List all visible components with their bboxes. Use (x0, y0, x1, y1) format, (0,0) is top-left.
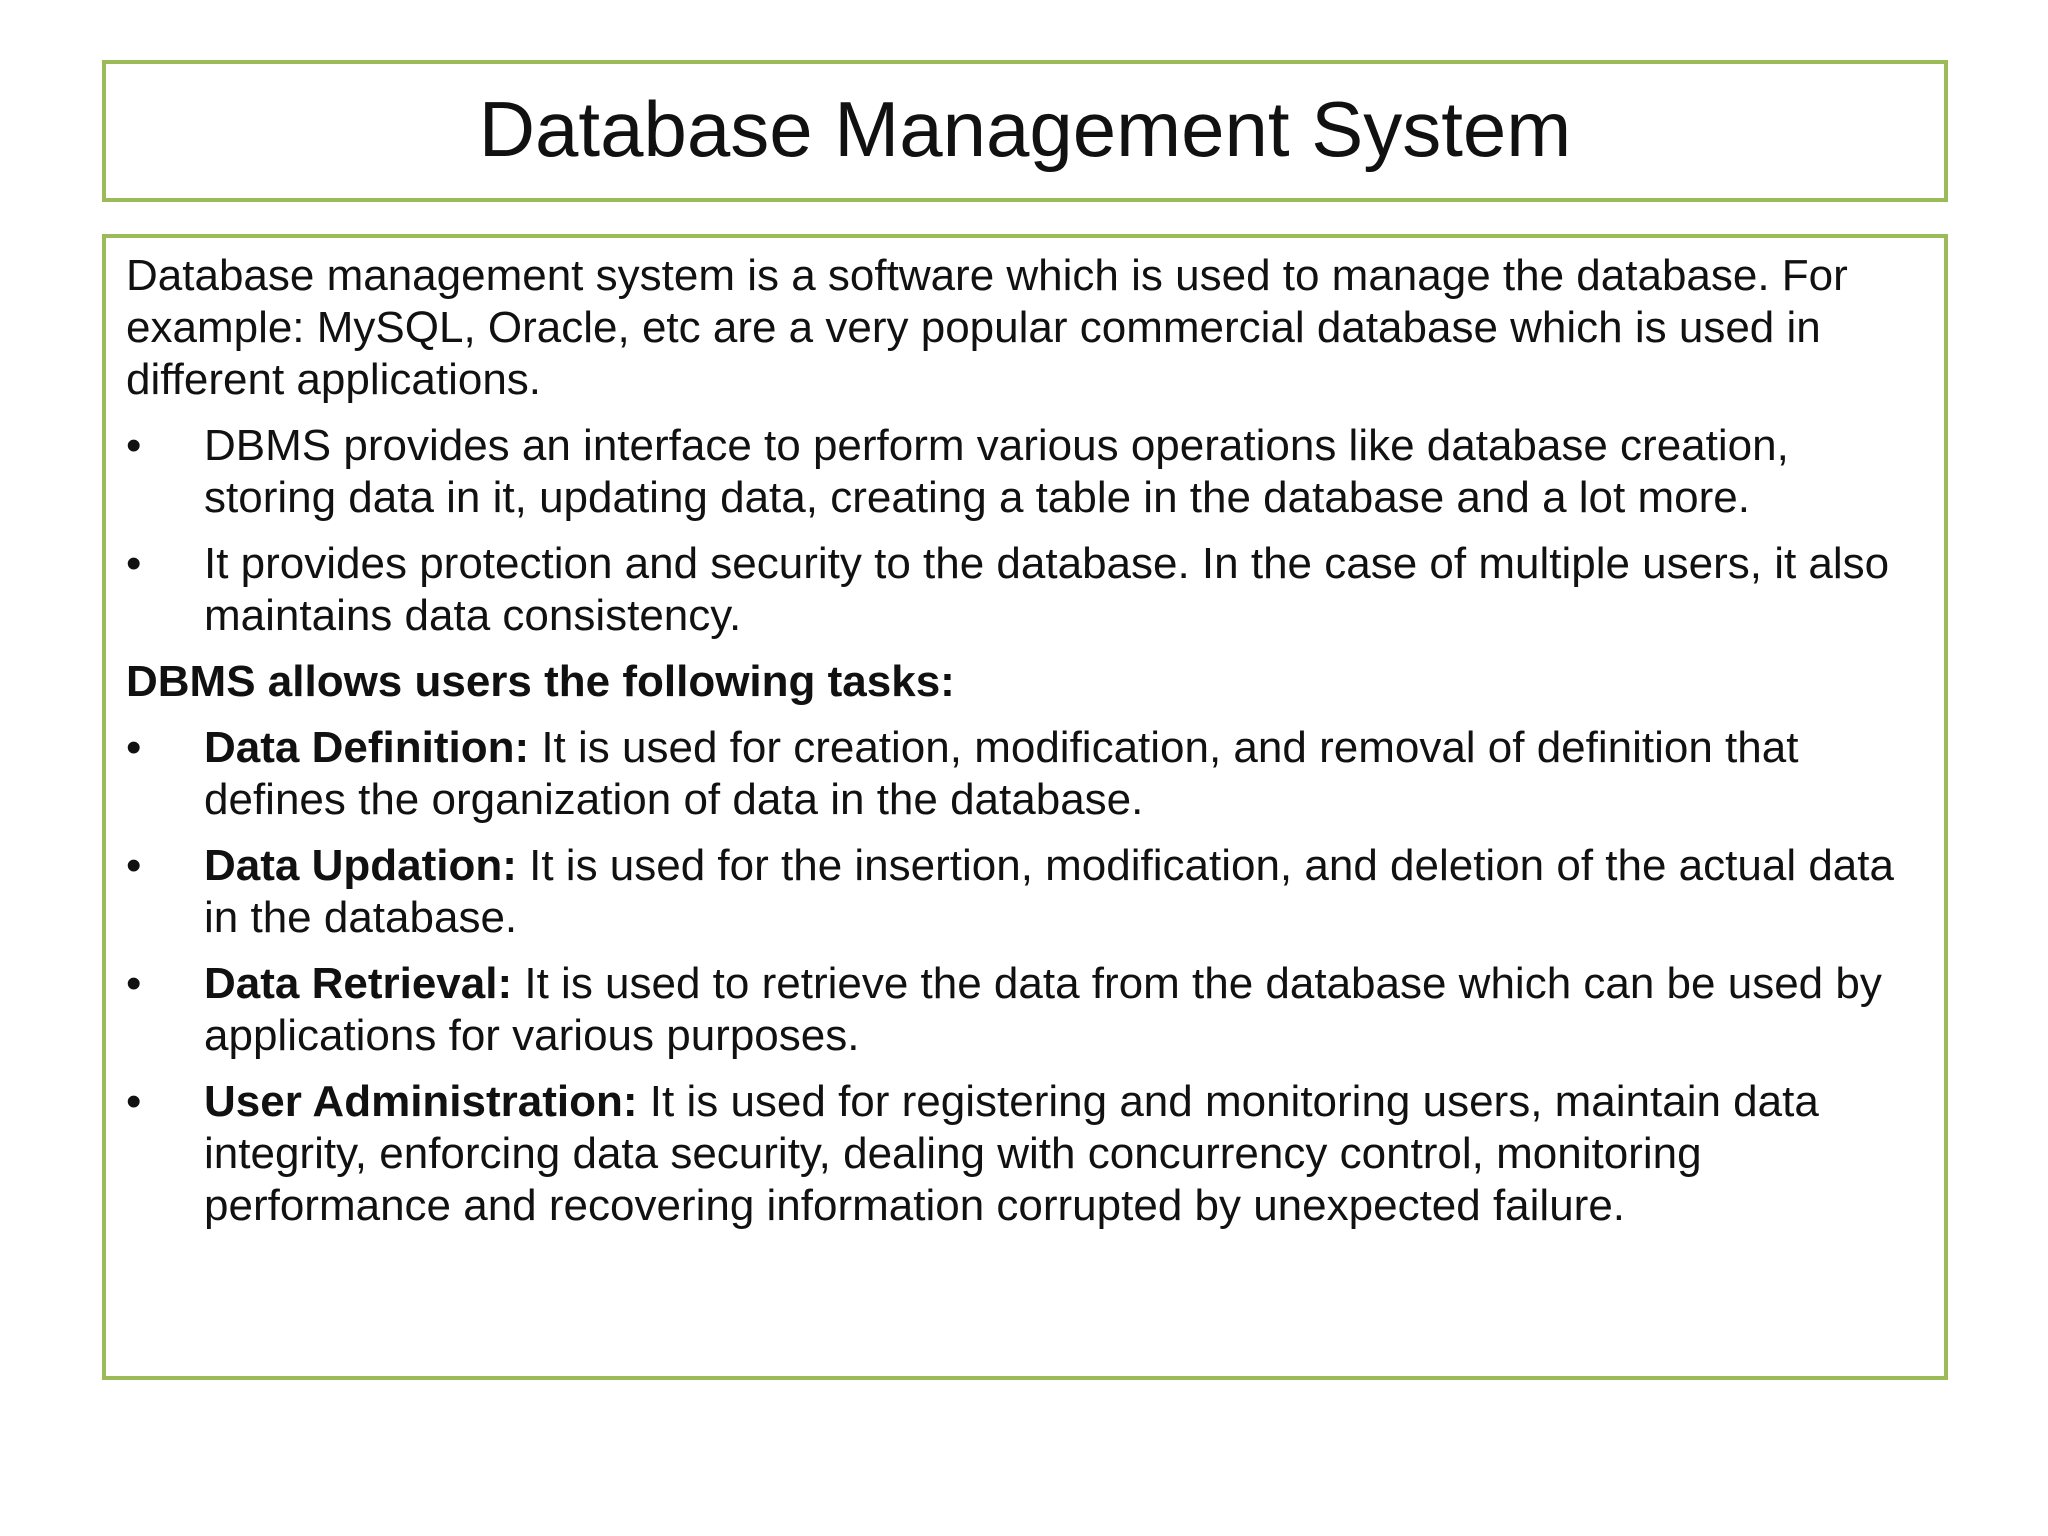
content-frame (102, 234, 1948, 1380)
bullet-text: DBMS provides an interface to perform various operations like database creation, storing data in it, updating data, creating a table in the database and a lot more. (204, 421, 1789, 522)
task-description: It is used for the insertion, modification, and deletion of the actual data in the database. (204, 841, 1894, 942)
task-term: Data Updation: (204, 841, 517, 890)
bullet-marker: • (126, 539, 142, 588)
task-term: Data Retrieval: (204, 959, 513, 1008)
bullet-marker: • (126, 1077, 142, 1126)
slide-title: Database Management System (478, 85, 1572, 173)
bullet-item (126, 538, 1924, 642)
task-term: User Administration: (204, 1077, 638, 1126)
task-description: It is used to retrieve the data from the database which can be used by applications for various purposes. (204, 959, 1882, 1060)
bullet-marker: • (126, 959, 142, 1008)
task-item (126, 840, 1924, 944)
tasks-heading: DBMS allows users the following tasks: (126, 657, 955, 706)
task-description: It is used for creation, modification, and removal of definition that defines the organization of data in the database. (204, 723, 1799, 824)
task-item (126, 958, 1924, 1062)
bullet-marker: • (126, 841, 142, 890)
bullet-item (126, 420, 1924, 524)
task-term: Data Definition: (204, 723, 530, 772)
title-frame (102, 60, 1948, 202)
bullet-marker: • (126, 723, 142, 772)
task-description: It is used for registering and monitoring users, maintain data integrity, enforcing data security, dealing with concurrency control, monitoring performance and recovering information corrupted by unexpected failure. (204, 1077, 1819, 1230)
bullet-text: It provides protection and security to the database. In the case of multiple users, it also maintains data consistency. (204, 539, 1890, 640)
task-item (126, 722, 1924, 826)
intro-paragraph: Database management system is a software which is used to manage the database. For example: MySQL, Oracle, etc are a very popular commercial database which is used in different applications. (126, 251, 1848, 404)
bullet-marker: • (126, 421, 142, 470)
task-item (126, 1076, 1924, 1232)
